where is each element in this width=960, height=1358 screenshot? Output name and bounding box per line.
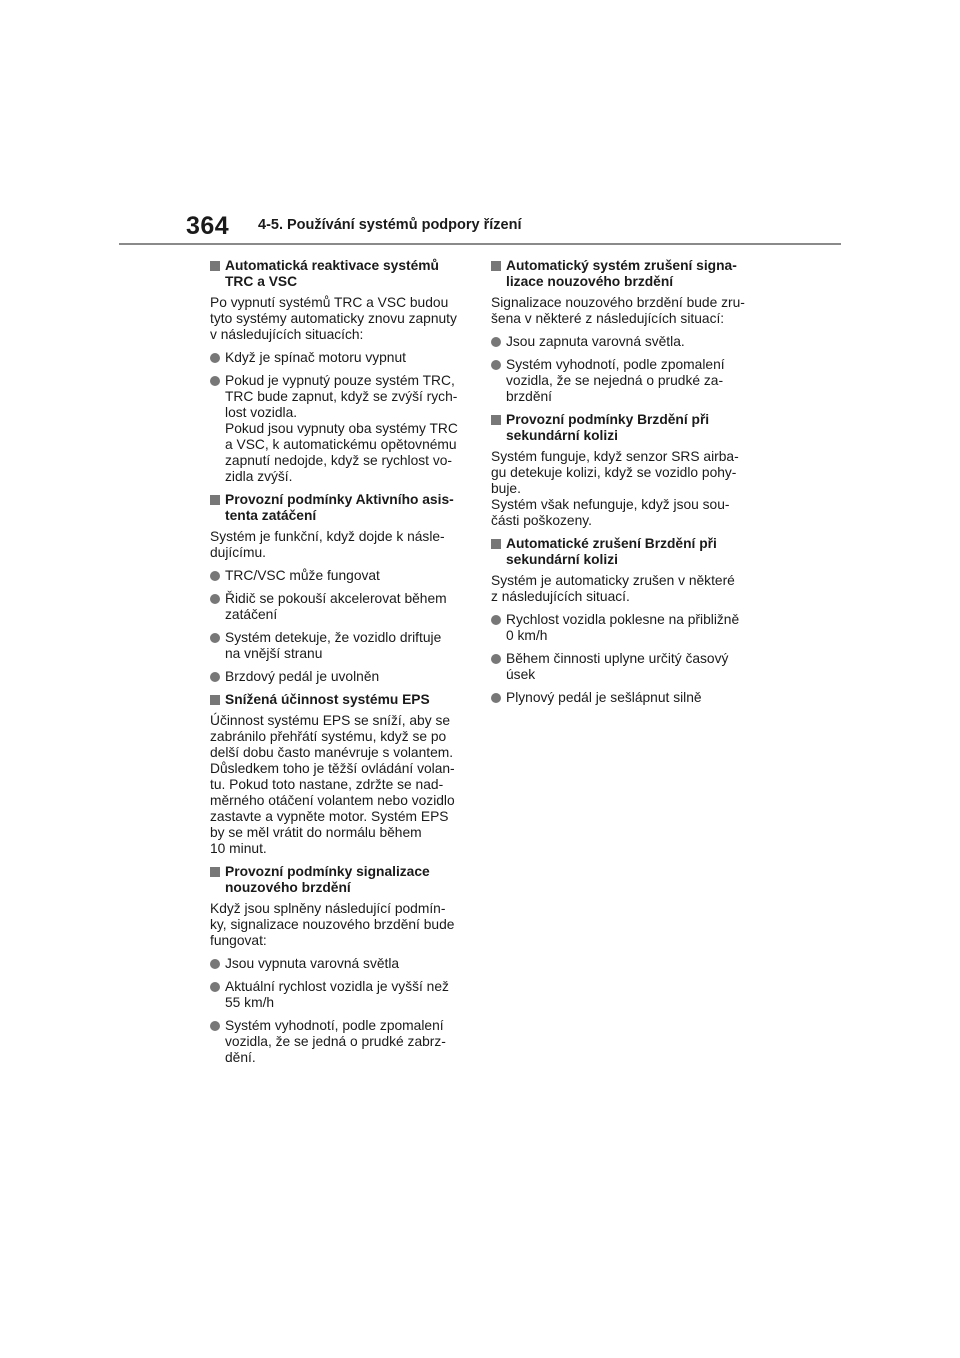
round-bullet-icon [491, 337, 501, 347]
text-line: delší dobu často manévruje s volantem. [210, 745, 454, 760]
section [210, 692, 468, 857]
bullet-item [210, 568, 468, 584]
text-line: 0 km/h [506, 628, 548, 643]
text-line: lost vozidla. [225, 405, 298, 420]
text-line: Účinnost systému EPS se sníží, aby se [210, 713, 451, 728]
text-line: zastavte a vypněte motor. Systém EPS [210, 809, 449, 824]
text-line: úsek [506, 667, 536, 682]
text-line: Řidič se pokouší akcelerovat během [225, 591, 447, 606]
text-line: Snížená účinnost systému EPS [225, 692, 430, 707]
text-line: Pokud je vypnutý pouze systém TRC, [225, 373, 455, 388]
bullet-item [210, 956, 468, 972]
paragraph [491, 573, 749, 605]
text-line: vozidla, že se jedná o prudké zabrz- [225, 1034, 446, 1049]
round-bullet-icon [210, 376, 220, 386]
text-line: Systém vyhodnotí, podle zpomalení [225, 1018, 444, 1033]
round-bullet-icon [210, 571, 220, 581]
text-line: Systém funguje, když senzor SRS airba- [491, 449, 739, 464]
bullet-item [491, 334, 749, 350]
square-bullet-icon [210, 261, 220, 271]
section-heading [210, 258, 468, 290]
text-line: dění. [225, 1050, 256, 1065]
text-line: tenta zatáčení [225, 508, 317, 523]
text-line: lizace nouzového brzdění [506, 274, 674, 289]
text-line: Systém je automaticky zrušen v některé [491, 573, 735, 588]
text-line: sekundární kolizi [506, 428, 618, 443]
text-line: Provozní podmínky Brzdění při [506, 412, 710, 427]
text-line: zabránilo přehřátí systému, když se po [210, 729, 447, 744]
text-line: by se měl vrátit do normálu během [210, 825, 422, 840]
text-line: sekundární kolizi [506, 552, 618, 567]
section [210, 258, 468, 485]
text-line: zatáčení [225, 607, 278, 622]
round-bullet-icon [491, 615, 501, 625]
text-line: 10 minut. [210, 841, 267, 856]
bullet-item [210, 591, 468, 623]
section [210, 864, 468, 1066]
text-line: vozidla, že se nejedná o prudké za- [506, 373, 724, 388]
text-line: Během činnosti uplyne určitý časový [506, 651, 729, 666]
text-line: Když je spínač motoru vypnut [225, 350, 406, 365]
text-line: TRC bude zapnut, když se zvýší rych- [225, 389, 458, 404]
bullet-item [210, 630, 468, 662]
text-line: Jsou vypnuta varovná světla [225, 956, 400, 971]
header-divider [119, 243, 841, 245]
bullet-item [491, 690, 749, 706]
text-line: šena v některé z následujících situací: [491, 311, 725, 326]
text-line: ky, signalizace nouzového brzdění bude [210, 917, 455, 932]
text-line: a VSC, k automatickému opětovnému [225, 437, 457, 452]
section [491, 258, 749, 405]
bullet-item [210, 669, 468, 685]
text-line: Brzdový pedál je uvolněn [225, 669, 380, 684]
text-line: Aktuální rychlost vozidla je vyšší než [225, 979, 449, 994]
text-line: tyto systémy automaticky znovu zapnuty [210, 311, 457, 326]
round-bullet-icon [491, 360, 501, 370]
text-line: Provozní podmínky Aktivního asis- [225, 492, 454, 507]
section-heading [210, 864, 468, 896]
bullet-item [210, 350, 468, 366]
bullet-item [491, 651, 749, 683]
bullet-item [491, 357, 749, 405]
chapter-title: 4-5. Používání systémů podpory řízení [258, 217, 522, 233]
bullet-item [210, 1018, 468, 1066]
square-bullet-icon [210, 695, 220, 705]
paragraph [491, 449, 749, 529]
round-bullet-icon [210, 982, 220, 992]
round-bullet-icon [210, 1021, 220, 1031]
round-bullet-icon [491, 654, 501, 664]
text-line: Automatické zrušení Brzdění při [506, 536, 717, 551]
text-line: v následujících situacích: [210, 327, 364, 342]
section [210, 492, 468, 685]
section [491, 536, 749, 706]
text-line: Provozní podmínky signalizace [225, 864, 430, 879]
paragraph [210, 529, 468, 561]
text-line: TRC/VSC může fungovat [225, 568, 380, 583]
round-bullet-icon [210, 353, 220, 363]
text-line: Systém však nefunguje, když jsou sou- [491, 497, 730, 512]
square-bullet-icon [491, 415, 501, 425]
paragraph [210, 295, 468, 343]
text-line: Pokud jsou vypnuty oba systémy TRC [225, 421, 458, 436]
text-line: části poškozeny. [491, 513, 592, 528]
section-heading [491, 258, 749, 290]
section-heading [210, 692, 468, 708]
text-line: brzdění [506, 389, 553, 404]
bullet-item [210, 979, 468, 1011]
round-bullet-icon [491, 693, 501, 703]
text-line: nouzového brzdění [225, 880, 351, 895]
text-line: Plynový pedál je sešlápnut silně [506, 690, 702, 705]
text-line: na vnější stranu [225, 646, 323, 661]
text-line: fungovat: [210, 933, 267, 948]
text-line: Rychlost vozidla poklesne na přibližně [506, 612, 740, 627]
text-line: z následujících situací. [491, 589, 630, 604]
square-bullet-icon [491, 539, 501, 549]
text-line: 55 km/h [225, 995, 275, 1010]
round-bullet-icon [210, 959, 220, 969]
text-line: Systém detekuje, že vozidlo driftuje [225, 630, 442, 645]
bullet-item [210, 373, 468, 485]
text-line: Když jsou splněny následující podmín- [210, 901, 446, 916]
page-number: 364 [186, 212, 230, 240]
text-line: buje. [491, 481, 521, 496]
text-line: Automatický systém zrušení signa- [506, 258, 737, 273]
paragraph [210, 901, 468, 949]
round-bullet-icon [210, 594, 220, 604]
section-heading [210, 492, 468, 524]
text-line: gu detekuje kolizi, když se vozidlo pohy- [491, 465, 737, 480]
text-line: Jsou zapnuta varovná světla. [506, 334, 685, 349]
round-bullet-icon [210, 633, 220, 643]
square-bullet-icon [491, 261, 501, 271]
square-bullet-icon [210, 867, 220, 877]
text-line: Důsledkem toho je těžší ovládání volan- [210, 761, 455, 776]
bullet-item [491, 612, 749, 644]
section [491, 412, 749, 529]
text-line: Automatická reaktivace systémů [225, 258, 439, 273]
right-column [491, 258, 749, 713]
paragraph [491, 295, 749, 327]
round-bullet-icon [210, 672, 220, 682]
text-line: dujícímu. [210, 545, 266, 560]
paragraph [210, 713, 468, 857]
text-line: TRC a VSC [225, 274, 298, 289]
text-line: Systém je funkční, když dojde k násle- [210, 529, 445, 544]
text-line: Po vypnutí systémů TRC a VSC budou [210, 295, 449, 310]
text-line: měrného otáčení volantem nebo vozidlo [210, 793, 455, 808]
section-heading [491, 412, 749, 444]
section-heading [491, 536, 749, 568]
text-line: tu. Pokud toto nastane, zdržte se nad- [210, 777, 444, 792]
left-column [210, 258, 468, 1073]
text-line: Systém vyhodnotí, podle zpomalení [506, 357, 725, 372]
text-line: Signalizace nouzového brzdění bude zru- [491, 295, 745, 310]
text-line: zidla zvýší. [225, 469, 293, 484]
square-bullet-icon [210, 495, 220, 505]
text-line: zapnutí nedojde, když se rychlost vo- [225, 453, 453, 468]
